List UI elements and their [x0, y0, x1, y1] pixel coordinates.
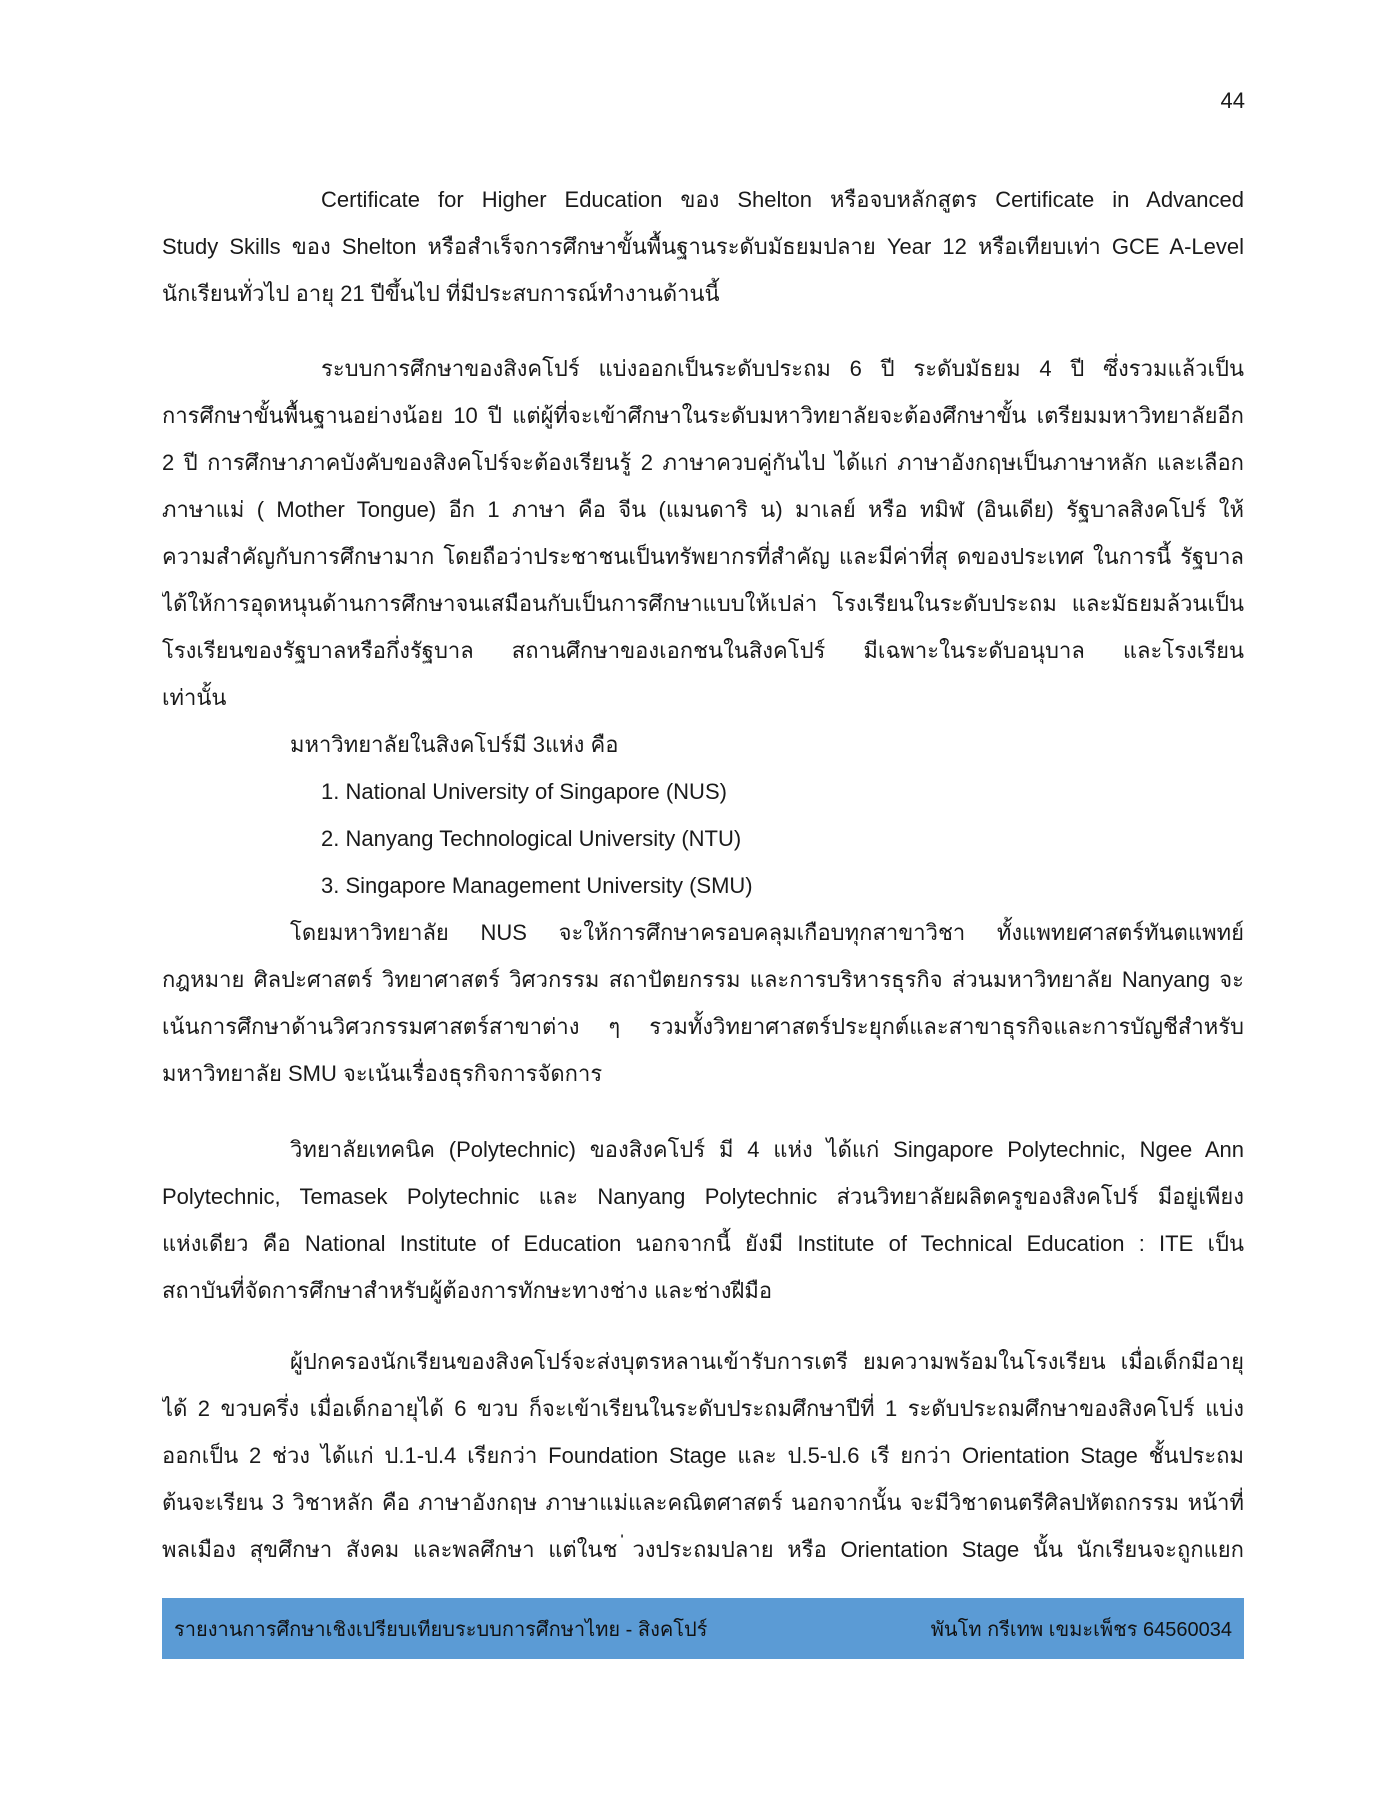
list-item: 1. National University of Singapore (NUS): [321, 779, 727, 804]
footer-author: พันโท กรีเทพ เขมะเพ็ชร 64560034: [930, 1618, 1232, 1641]
text-line: ระบบการศึกษาของสิงคโปร์ แบ่งออกเป็นระดับประถม 6 ปี ระดับมัธยม 4 ปี ซึ่งรวมแล้วเป็น: [321, 356, 1244, 381]
text-line: การศึกษาขั้นพื้นฐานอย่างน้อย 10 ปี แต่ผู้ที่จะเข้าศึกษาในระดับมหาวิทยาลัยจะต้องศึกษาขั้น เตรียมมหาวิทยาลัยอีก: [162, 403, 1244, 428]
university-intro: มหาวิทยาลัยในสิงคโปร์มี 3แห่ง คือ: [290, 732, 619, 757]
text-line: ได้ 2 ขวบครึ่ง เมื่อเด็กอายุได้ 6 ขวบ ก็จะเข้าเรียนในระดับประถมศึกษาปีที่ 1 ระดับประถมศึกษาของสิงคโปร์ แบ่ง: [162, 1396, 1244, 1421]
text-line: Certificate for Higher Education ของ Shelton หรือจบหลักสูตร Certificate in Advanced: [321, 187, 1244, 212]
paragraph-5: [162, 1338, 1244, 1573]
text-line: เน้นการศึกษาด้านวิศวกรรมศาสตร์สาขาต่าง ๆ รวมทั้งวิทยาศาสตร์ประยุกต์และสาขาธุรกิจและการบัญชีสำหรับ: [162, 1014, 1244, 1039]
text-line: ภาษาแม่ ( Mother Tongue) อีก 1 ภาษา คือ จีน (แมนดาริ น) มาเลย์ หรือ ทมิฬ (อินเดีย) รัฐบาลสิงคโปร์ ให้: [162, 497, 1244, 522]
text-line: Polytechnic, Temasek Polytechnic และ Nanyang Polytechnic ส่วนวิทยาลัยผลิตครูของสิงคโปร์ มีอยู่เพียง: [162, 1184, 1244, 1209]
text-line: สถาบันที่จัดการศึกษาสำหรับผู้ต้องการทักษะทางช่าง และช่างฝีมือ: [162, 1278, 773, 1303]
list-item: 2. Nanyang Technological University (NTU): [321, 826, 742, 851]
text-line: โรงเรียนของรัฐบาลหรือกึ่งรัฐบาล สถานศึกษาของเอกชนในสิงคโปร์ มีเฉพาะในระดับอนุบาล และโรงเรียน: [162, 638, 1244, 663]
text-line: ความสำคัญกับการศึกษามาก โดยถือว่าประชาชนเป็นทรัพยากรที่สำคัญ และมีค่าที่สุ ดของประเทศ ในการนี้ รัฐบาล: [162, 544, 1244, 569]
text-line: ผู้ปกครองนักเรียนของสิงคโปร์จะส่งบุตรหลานเข้ารับการเตรี ยมความพร้อมในโรงเรียน เมื่อเด็กมีอายุ: [290, 1349, 1244, 1374]
text-line: ออกเป็น 2 ช่วง ได้แก่ ป.1-ป.4 เรียกว่า Foundation Stage และ ป.5-ป.6 เรี ยกว่า Orientation Stage ชั้นประถม: [162, 1443, 1244, 1468]
text-line: วิทยาลัยเทคนิค (Polytechnic) ของสิงคโปร์ มี 4 แห่ง ได้แก่ Singapore Polytechnic, Ngee Ann: [290, 1137, 1244, 1162]
page-footer: [162, 1598, 1244, 1659]
text-line: นักเรียนทั่วไป อายุ 21 ปีขึ้นไป ที่มีประสบการณ์ทำงานด้านนี้: [162, 281, 720, 306]
text-line: 2 ปี การศึกษาภาคบังคับของสิงคโปร์จะต้องเรียนรู้ 2 ภาษาควบคู่กันไป ได้แก่ ภาษาอังกฤษเป็นภาษาหลัก และเลือก: [162, 450, 1244, 475]
footer-report-title: รายงานการศึกษาเชิงเปรียบเทียบระบบการศึกษาไทย - สิงคโปร์: [174, 1618, 708, 1641]
paragraph-4: [162, 1126, 1244, 1314]
text-line: มหาวิทยาลัย SMU จะเน้นเรื่องธุรกิจการจัดการ: [162, 1061, 603, 1086]
text-line: โดยมหาวิทยาลัย NUS จะให้การศึกษาครอบคลุมเกือบทุกสาขาวิชา ทั้งแพทยศาสตร์ทันตแพทย์: [290, 920, 1244, 945]
text-line: กฎหมาย ศิลปะศาสตร์ วิทยาศาสตร์ วิศวกรรม สถาปัตยกรรม และการบริหารธุรกิจ ส่วนมหาวิทยาลัย Nanyang จะ: [162, 967, 1244, 992]
paragraph-2: [162, 345, 1244, 1097]
text-line: พลเมือง สุขศึกษา สังคม และพลศึกษา แต่ในช ่วงประถมปลาย หรือ Orientation Stage นั้น นักเรียนจะถูกแยก: [162, 1537, 1244, 1562]
text-line: ต้นจะเรียน 3 วิชาหลัก คือ ภาษาอังกฤษ ภาษาแม่และคณิตศาสตร์ นอกจากนั้น จะมีวิชาดนตรีศิลปหัตถกรรม หน้าที่: [162, 1490, 1244, 1515]
page-number: 44: [1220, 88, 1245, 113]
text-line: แห่งเดียว คือ National Institute of Education นอกจากนี้ ยังมี Institute of Technical Education : ITE เป็น: [162, 1231, 1244, 1256]
text-line: ได้ให้การอุดหนุนด้านการศึกษาจนเสมือนกับเป็นการศึกษาแบบให้เปล่า โรงเรียนในระดับประถม และมัธยมล้วนเป็น: [162, 591, 1244, 616]
list-item: 3. Singapore Management University (SMU): [321, 873, 753, 898]
text-line: Study Skills ของ Shelton หรือสำเร็จการศึกษาขั้นพื้นฐานระดับมัธยมปลาย Year 12 หรือเทียบเท่า GCE A-Level: [162, 234, 1244, 259]
paragraph-1: [162, 176, 1244, 317]
text-line: เท่านั้น: [162, 685, 227, 710]
